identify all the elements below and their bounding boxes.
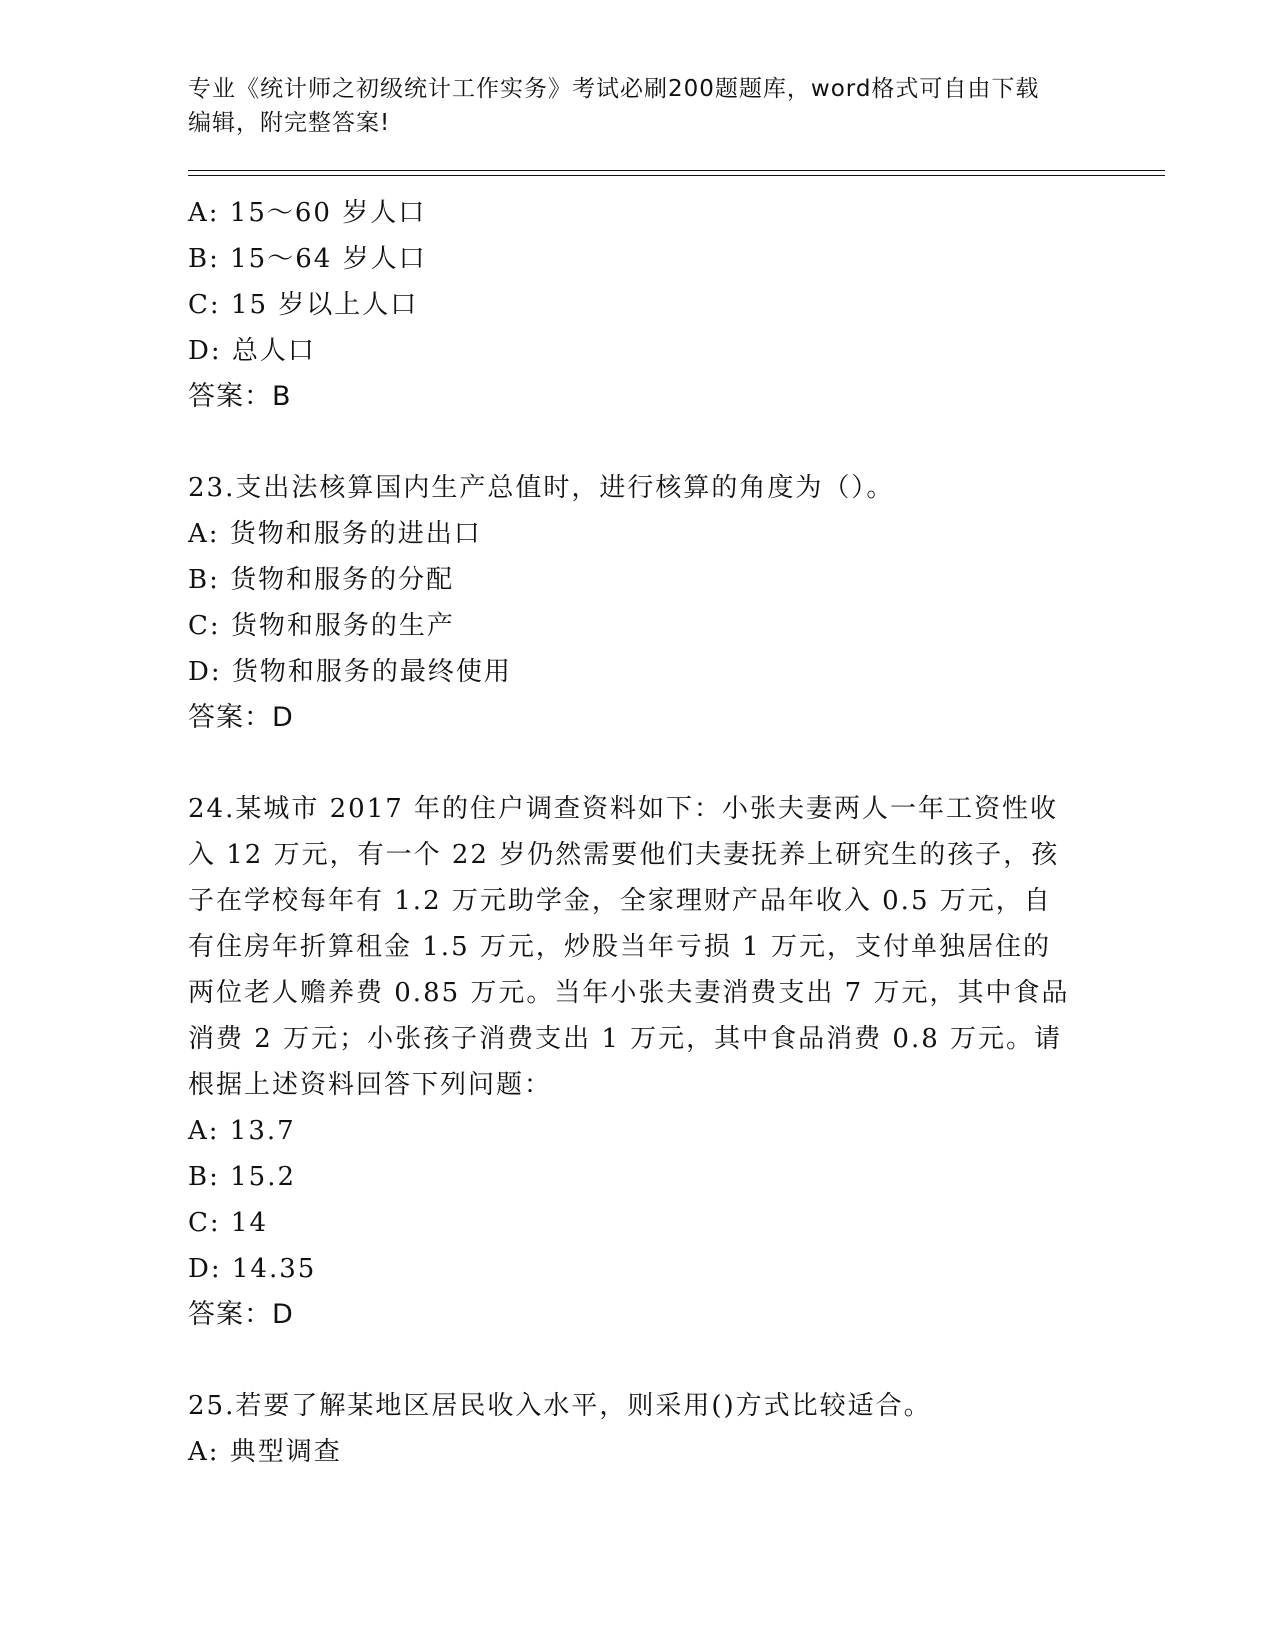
option-b: B: 15.2 — [188, 1162, 297, 1192]
question-22-continued — [188, 190, 1088, 420]
question-text-line: 根据上述资料回答下列问题： — [188, 1070, 553, 1100]
header-title-line-1: 专业《统计师之初级统计工作实务》考试必刷200题题库，word格式可自由下载 — [188, 76, 1040, 102]
option-a: A: 15～60 岁人口 — [188, 198, 427, 228]
question-text-line: 24.某城市 2017 年的住户调查资料如下：小张夫妻两人一年工资性收 — [188, 794, 1059, 824]
option-a: A: 13.7 — [188, 1116, 296, 1146]
option-c: C: 14 — [188, 1208, 269, 1238]
option-d: D: 货物和服务的最终使用 — [188, 657, 512, 687]
question-text-line: 消费 2 万元；小张孩子消费支出 1 万元，其中食品消费 0.8 万元。请 — [188, 1024, 1063, 1054]
option-c: C: 货物和服务的生产 — [188, 611, 455, 641]
header-title-line-2: 编辑，附完整答案! — [188, 110, 391, 136]
answer-line: 答案：D — [188, 1299, 294, 1330]
header-divider-bottom — [188, 175, 1165, 176]
option-a: A: 典型调查 — [188, 1437, 342, 1467]
paragraph-gap — [188, 741, 1088, 786]
question-text: 25.若要了解某地区居民收入水平，则采用()方式比较适合。 — [188, 1391, 932, 1421]
question-text-line: 两位老人赡养费 0.85 万元。当年小张夫妻消费支出 7 万元，其中食品 — [188, 978, 1070, 1008]
option-a: A: 货物和服务的进出口 — [188, 519, 482, 549]
document-header — [188, 72, 1068, 140]
option-b: B: 15～64 岁人口 — [188, 244, 427, 274]
answer-line: 答案：B — [188, 381, 292, 412]
answer-line: 答案：D — [188, 702, 294, 733]
option-d: D: 总人口 — [188, 336, 316, 366]
question-text: 23.支出法核算国内生产总值时，进行核算的角度为（）。 — [188, 473, 895, 503]
option-c: C: 15 岁以上人口 — [188, 290, 419, 320]
question-text-line: 入 12 万元，有一个 22 岁仍然需要他们夫妻抚养上研究生的孩子，孩 — [188, 840, 1060, 870]
question-text-line: 子在学校每年有 1.2 万元助学金，全家理财产品年收入 0.5 万元，自 — [188, 886, 1052, 916]
question-text-line: 有住房年折算租金 1.5 万元，炒股当年亏损 1 万元，支付单独居住的 — [188, 932, 1051, 962]
option-b: B: 货物和服务的分配 — [188, 565, 455, 595]
document-body — [188, 190, 1088, 1475]
option-d: D: 14.35 — [188, 1254, 317, 1284]
header-divider-top — [188, 170, 1165, 171]
question-25 — [188, 1383, 1088, 1475]
paragraph-gap — [188, 420, 1088, 465]
question-23 — [188, 465, 1088, 741]
paragraph-gap — [188, 1338, 1088, 1383]
question-24 — [188, 786, 1088, 1338]
